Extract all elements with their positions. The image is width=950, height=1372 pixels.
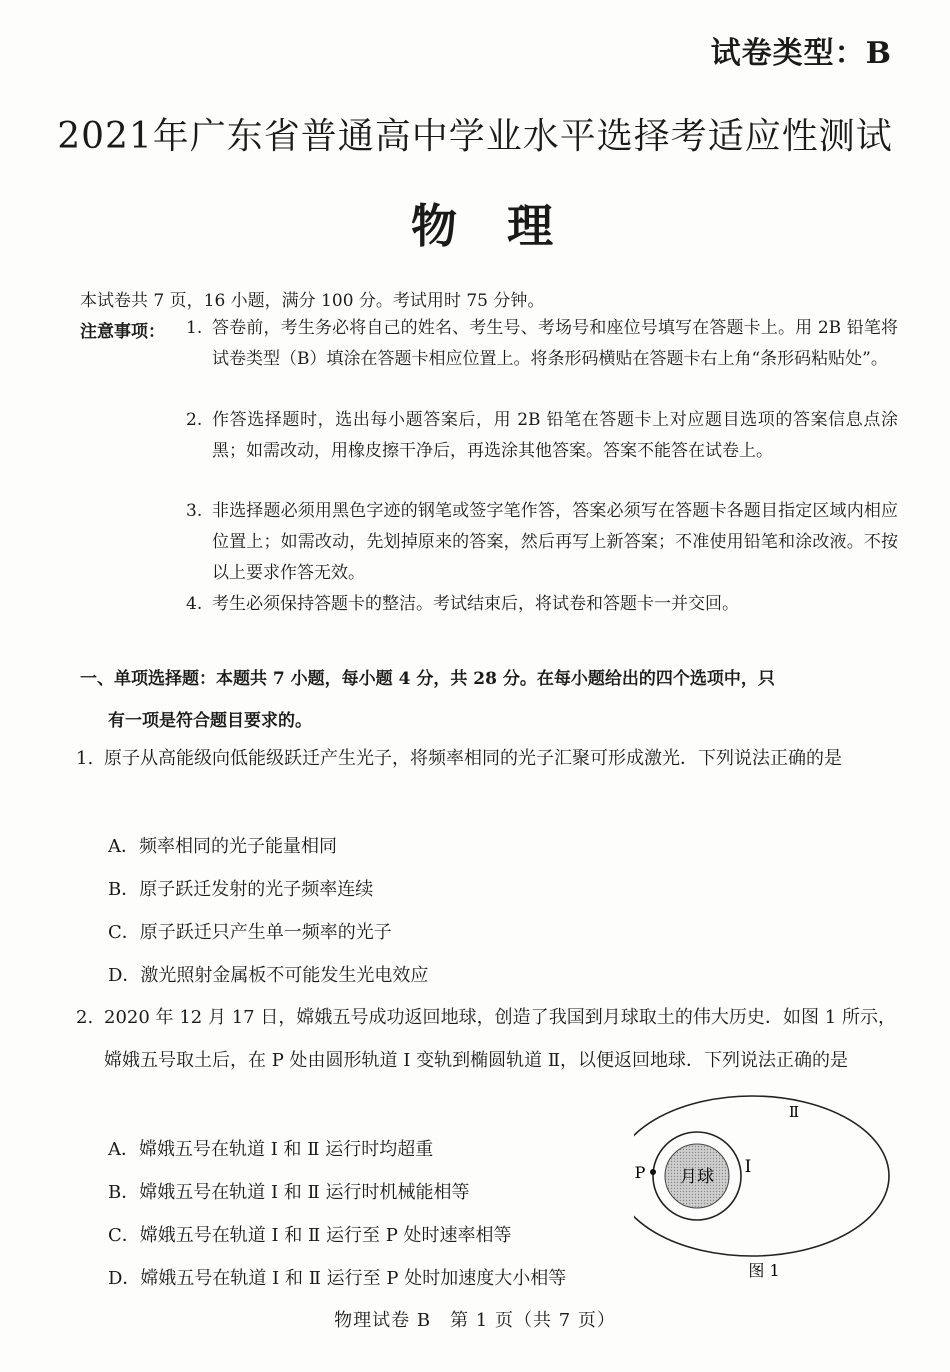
notice-number: 4. <box>186 594 203 614</box>
notice-text: 答卷前，考生务必将自己的姓名、考生号、考场号和座位号填写在答题卡上。用 2B 铅笔将试卷类型（B）填涂在答题卡相应位置上。将条形码横贴在答题卡右上角“条形码粘贴处”。 <box>212 318 898 369</box>
notice-item <box>186 313 898 375</box>
subject-char: 物 <box>411 199 463 253</box>
orbit-1-label: Ⅰ <box>744 1157 752 1177</box>
section-heading <box>80 658 900 742</box>
question-number: 2. <box>76 1007 94 1028</box>
option-b: B．嫦娥五号在轨道 Ⅰ 和 Ⅱ 运行时机械能相等 <box>108 1182 470 1203</box>
question-number: 1. <box>76 748 94 769</box>
section-heading-line: 有一项是符合题目要求的。 <box>108 711 312 731</box>
option-d: D．激光照射金属板不可能发生光电效应 <box>108 965 429 986</box>
notice-text: 考生必须保持答题卡的整洁。考试结束后，将试卷和答题卡一并交回。 <box>212 594 739 614</box>
page-footer: 物理试卷 B 第 1 页（共 7 页） <box>334 1310 616 1331</box>
moon-label: 月球 <box>680 1167 714 1187</box>
option-c: C．嫦娥五号在轨道 Ⅰ 和 Ⅱ 运行至 P 处时速率相等 <box>108 1225 512 1246</box>
option-c: C．原子跃迁只产生单一频率的光子 <box>108 922 392 943</box>
question-stem: 2020 年 12 月 17 日，嫦娥五号成功返回地球，创造了我国到月球取土的伟大历史．如图 1 所示，嫦娥五号取土后，在 P 处由圆形轨道 Ⅰ 变轨到椭圆轨道 Ⅱ，以便返回地球．下列说法正确的是 <box>104 1007 896 1071</box>
question-2 <box>76 996 896 1082</box>
notice-item <box>186 589 898 620</box>
notice-label: 注意事项： <box>80 322 165 342</box>
exam-intro: 本试卷共 7 页，16 小题，满分 100 分。考试用时 75 分钟。 <box>80 291 545 311</box>
option-a: A．嫦娥五号在轨道 Ⅰ 和 Ⅱ 运行时均超重 <box>108 1139 434 1160</box>
orbit-2-label: Ⅱ <box>788 1103 800 1121</box>
notice-item <box>186 405 898 467</box>
option-b: B．原子跃迁发射的光子频率连续 <box>108 879 374 900</box>
orbit-diagram <box>634 1094 894 1290</box>
notice-text: 作答选择题时，选出每小题答案后，用 2B 铅笔在答题卡上对应题目选项的答案信息点涂黑；如需改动，用橡皮擦干净后，再选涂其他答案。答案不能答在试卷上。 <box>212 410 898 461</box>
subject-title <box>0 190 950 256</box>
question-1 <box>76 737 896 780</box>
notice-text: 非选择题必须用黑色字迹的钢笔或签字笔作答，答案必须写在答题卡各题目指定区域内相应位置上；如需改动，先划掉原来的答案，然后再写上新答案；不准使用铅笔和涂改液。不按以上要求作答无效。 <box>212 501 898 583</box>
notice-item <box>186 496 898 589</box>
notice-number: 2. <box>186 410 203 430</box>
orbit-figure <box>634 1094 894 1290</box>
point-p-label: P <box>634 1163 646 1182</box>
notice-number: 3. <box>186 501 203 521</box>
question-stem: 原子从高能级向低能级跃迁产生光子，将频率相同的光子汇聚可形成激光．下列说法正确的是 <box>104 748 842 769</box>
option-a: A．频率相同的光子能量相同 <box>108 836 337 857</box>
point-p-marker <box>650 1169 656 1175</box>
page-title: 2021年广东省普通高中学业水平选择考适应性测试 <box>57 116 893 157</box>
notice-number: 1. <box>186 318 203 338</box>
subject-char: 理 <box>507 199 559 253</box>
exam-type-label: 试卷类型：B <box>710 36 892 71</box>
figure-caption: 图 1 <box>748 1261 780 1280</box>
section-heading-line: 一、单项选择题：本题共 7 小题，每小题 4 分，共 28 分。在每小题给出的四个选项中，只 <box>80 669 775 689</box>
option-d: D．嫦娥五号在轨道 Ⅰ 和 Ⅱ 运行至 P 处时加速度大小相等 <box>108 1268 567 1289</box>
